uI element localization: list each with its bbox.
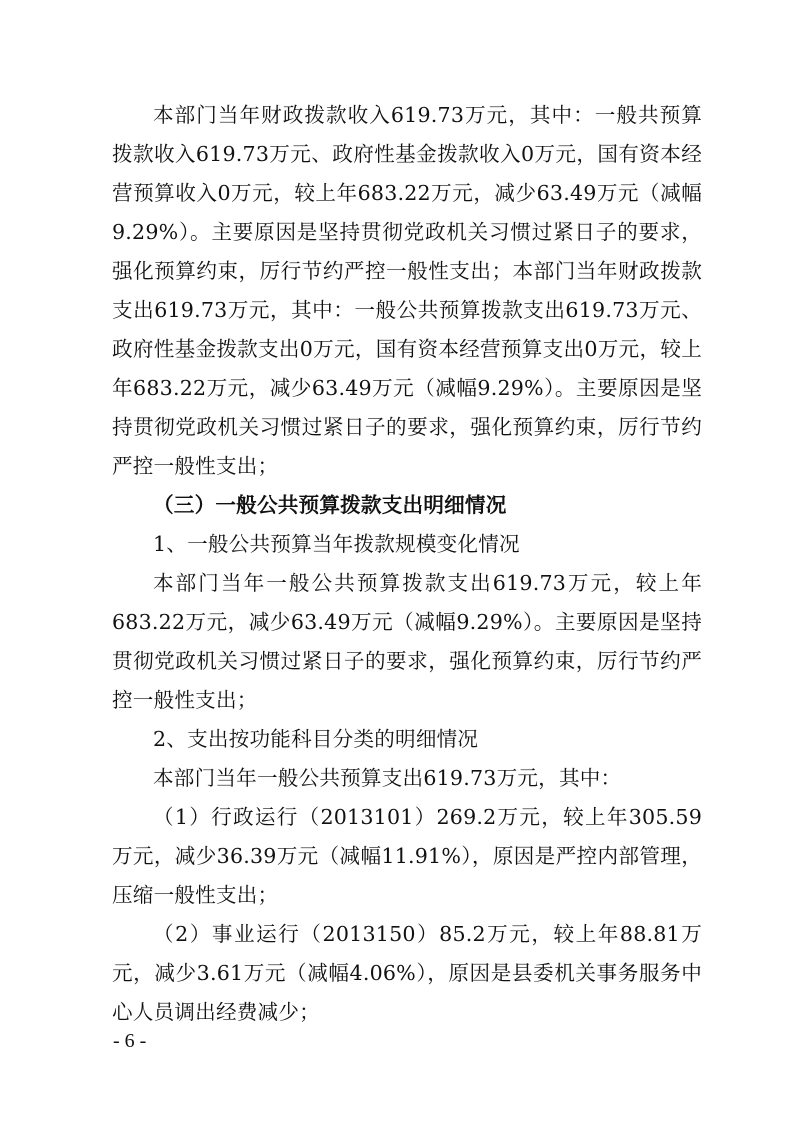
subheading-functional-classification: 2、支出按功能科目分类的明细情况 [153,727,479,751]
document-body [112,96,702,1032]
paragraph-expenditure-total: 本部门当年一般公共预算支出619.73万元，其中： [153,766,622,790]
paragraph-appropriation-summary: 本部门当年财政拨款收入619.73万元，其中：一般共预算拨款收入619.73万元、政府性基金拨款收入0万元，国有资本经营预算收入0万元，较上年683.22万元，减少63.49万元（减幅9.29%）。主要原因是坚持贯彻党政机关习惯过紧日子的要求，强化预算约束，厉行节约严控一般性支出；本部门当年财政拨款支出619.73万元，其中：一般公共预算拨款支出619.73万元、政府性基金拨款支出0万元，国有资本经营预算支出0万元，较上年683.22万元，减少63.49万元（减幅9.29%）。主要原因是坚持贯彻党政机关习惯过紧日子的要求，强化预算约束，厉行节约严控一般性支出； [112,103,702,478]
page-number: - 6 - [113,1030,147,1052]
subheading-scale-change: 1、一般公共预算当年拨款规模变化情况 [153,532,520,556]
list-item-administrative-operation: （1）行政运行（2013101）269.2万元，较上年305.59万元，减少36.39万元（减幅11.91%），原因是严控内部管理，压缩一般性支出； [112,805,702,907]
list-item-institution-operation: （2）事业运行（2013150）85.2万元，较上年88.81万元，减少3.61万元（减幅4.06%），原因是县委机关事务服务中心人员调出经费减少； [112,922,702,1024]
paragraph-scale-change: 本部门当年一般公共预算拨款支出619.73万元，较上年683.22万元，减少63.49万元（减幅9.29%）。主要原因是坚持贯彻党政机关习惯过紧日子的要求，强化预算约束，厉行节约严控一般性支出； [112,571,702,712]
section-heading-general-budget-detail: （三）一般公共预算拨款支出明细情况 [153,493,507,517]
